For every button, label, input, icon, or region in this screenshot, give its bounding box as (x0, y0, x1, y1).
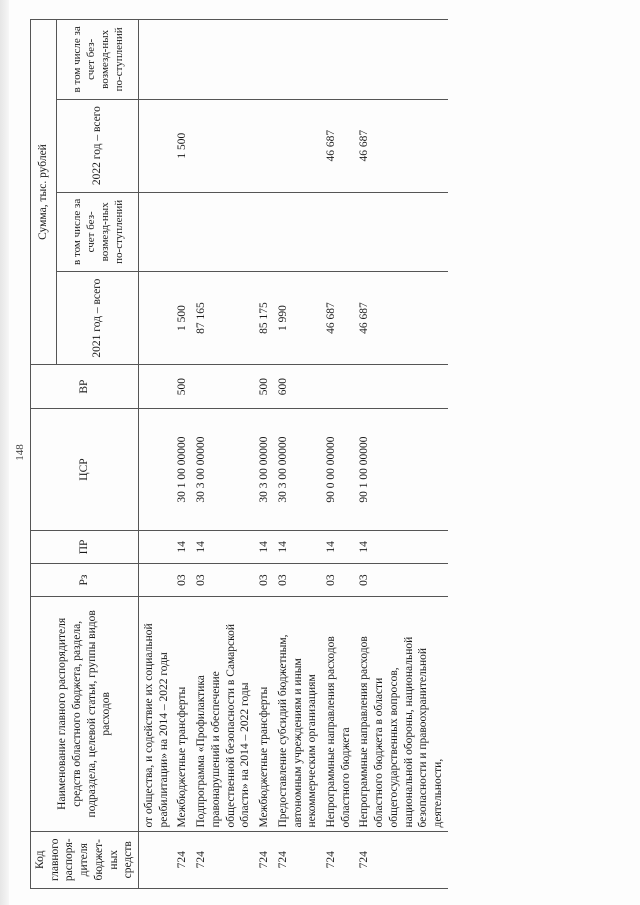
table-row (355, 20, 447, 889)
row-rz: 03 (274, 563, 322, 596)
row-name: Межбюджетные трансферты (173, 597, 192, 831)
row-2021-free (355, 192, 447, 272)
row-2022-free (255, 20, 274, 100)
row-vr (192, 365, 255, 409)
row-vr (322, 365, 355, 409)
row-rz: 03 (355, 563, 447, 596)
row-csr (139, 409, 174, 531)
table-row (192, 20, 255, 889)
row-pr: 14 (192, 530, 255, 563)
row-code: 724 (192, 831, 255, 888)
row-2022-total (274, 99, 322, 192)
row-csr: 30 3 00 00000 (274, 409, 322, 531)
row-name: Непрограммные направления расходов областного бюджета в области общегосударственных вопросов, национальной обороны, национальной безопасности и правоохранительной деятельности, (355, 597, 447, 831)
row-2022-total: 46 687 (355, 99, 447, 192)
budget-table (30, 19, 448, 889)
row-rz: 03 (322, 563, 355, 596)
row-2021-total: 1 500 (173, 272, 192, 365)
row-code (139, 831, 174, 888)
header-vr: ВР (31, 365, 139, 409)
row-name: Межбюджетные трансферты (255, 597, 274, 831)
table-row (173, 20, 192, 889)
header-name: Наименование главного распорядителя средств областного бюджета, раздела, подраздела, целевой статьи, группы видов расходов (31, 597, 139, 831)
row-2022-free (192, 20, 255, 100)
row-vr: 600 (274, 365, 322, 409)
row-code: 724 (255, 831, 274, 888)
row-code: 724 (322, 831, 355, 888)
row-2022-total (139, 99, 174, 192)
page-number: 148 (14, 444, 26, 461)
row-rz: 03 (255, 563, 274, 596)
row-vr (355, 365, 447, 409)
row-2021-free (274, 192, 322, 272)
header-2022-total: 2022 год – всего (57, 99, 139, 192)
row-name: Предоставление субсидий бюджетным, автономным учреждениям и иным некоммерческим организациям (274, 597, 322, 831)
row-2021-total: 87 165 (192, 272, 255, 365)
row-2021-total (139, 272, 174, 365)
row-code: 724 (173, 831, 192, 888)
row-csr: 90 1 00 00000 (355, 409, 447, 531)
row-2022-free (355, 20, 447, 100)
row-pr: 14 (173, 530, 192, 563)
row-2022-total: 46 687 (322, 99, 355, 192)
table-row (274, 20, 322, 889)
row-vr: 500 (173, 365, 192, 409)
row-2022-free (322, 20, 355, 100)
table-row (255, 20, 274, 889)
row-csr: 30 3 00 00000 (255, 409, 274, 531)
row-code: 724 (355, 831, 447, 888)
row-vr: 500 (255, 365, 274, 409)
row-name: Непрограммные направления расходов областного бюджета (322, 597, 355, 831)
row-rz: 03 (173, 563, 192, 596)
row-2022-total: 1 500 (173, 99, 192, 192)
row-csr: 90 0 00 00000 (322, 409, 355, 531)
row-pr: 14 (355, 530, 447, 563)
row-csr: 30 1 00 00000 (173, 409, 192, 531)
row-2022-total (192, 99, 255, 192)
header-pr: ПР (31, 530, 139, 563)
row-2022-free (173, 20, 192, 100)
row-pr: 14 (322, 530, 355, 563)
row-vr (139, 365, 174, 409)
header-sum-group: Сумма, тыс. рублей (31, 20, 57, 365)
row-2021-free (322, 192, 355, 272)
row-code: 724 (274, 831, 322, 888)
header-code: Код главного распоря-дителя бюджет-ных средств (31, 831, 139, 888)
row-2021-total: 46 687 (322, 272, 355, 365)
page-edge (0, 0, 9, 905)
row-2021-free (139, 192, 174, 272)
header-csr: ЦСР (31, 409, 139, 531)
table-row (139, 20, 174, 889)
rotated-content (10, 10, 630, 895)
table-row (322, 20, 355, 889)
row-pr (139, 530, 174, 563)
row-rz: 03 (192, 563, 255, 596)
row-2021-total: 1 990 (274, 272, 322, 365)
row-2022-total (255, 99, 274, 192)
row-2021-total: 85 175 (255, 272, 274, 365)
row-pr: 14 (255, 530, 274, 563)
row-pr: 14 (274, 530, 322, 563)
row-2021-free (192, 192, 255, 272)
row-2021-free (255, 192, 274, 272)
row-name: Подпрограмма «Профилактика правонарушений и обеспечение общественной безопасности в Самарской области» на 2014 – 2022 годы (192, 597, 255, 831)
row-2022-free (274, 20, 322, 100)
row-csr: 30 3 00 00000 (192, 409, 255, 531)
row-2021-free (173, 192, 192, 272)
row-2022-free (139, 20, 174, 100)
header-rz: Рз (31, 563, 139, 596)
row-rz (139, 563, 174, 596)
header-2022-free: в том числе за счет без-возмезд-ных по-ступлений (57, 20, 139, 100)
header-2021-free: в том числе за счет без-возмезд-ных по-ступлений (57, 192, 139, 272)
row-2021-total: 46 687 (355, 272, 447, 365)
row-name: от общества, и содействие их социальной реабилитации» на 2014 – 2022 годы (139, 597, 174, 831)
header-2021-total: 2021 год – всего (57, 272, 139, 365)
